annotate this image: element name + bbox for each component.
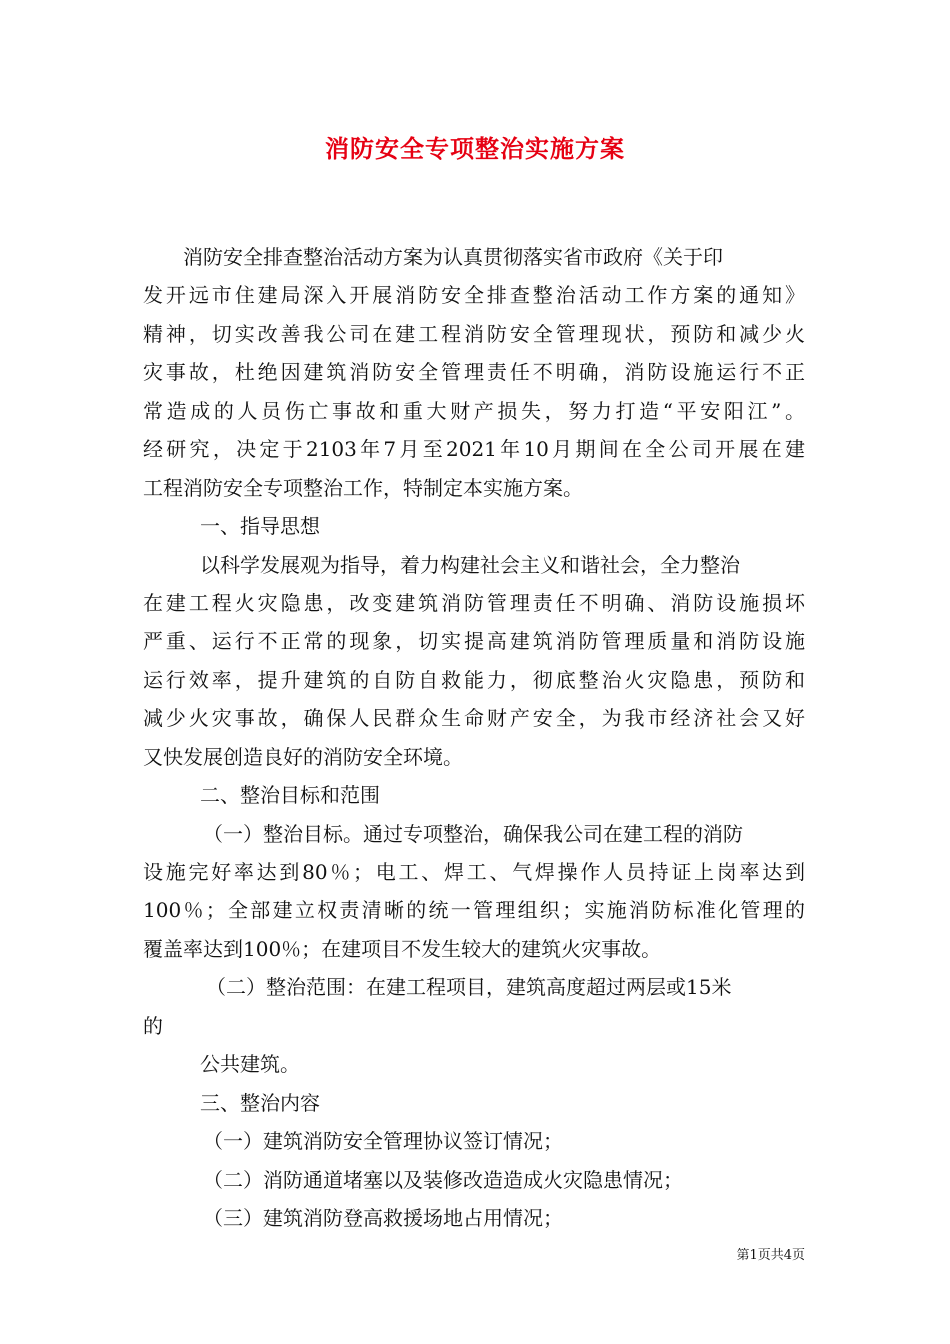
body-line: 一、指导思想 (200, 514, 320, 539)
body-line: 100％；全部建立权责清晰的统一管理组织；实施消防标准化管理的 (143, 898, 805, 923)
body-line: 常造成的人员伤亡事故和重大财产损失，努力打造“平安阳江”。 (143, 398, 805, 423)
body-line: 在建工程火灾隐患，改变建筑消防管理责任不明确、消防设施损坏 (143, 590, 805, 615)
body-line: 灾事故，杜绝因建筑消防安全管理责任不明确，消防设施运行不正 (143, 360, 805, 385)
body-line: 工程消防安全专项整治工作，特制定本实施方案。 (143, 475, 583, 500)
body-line: 又快发展创造良好的消防安全环境。 (143, 744, 463, 769)
body-line: 设施完好率达到80％；电工、焊工、气焊操作人员持证上岗率达到 (143, 860, 805, 884)
body-line: 三、整治内容 (200, 1090, 320, 1115)
body-line: （一）建筑消防安全管理协议签订情况； (203, 1129, 563, 1154)
body-line: 精神，切实改善我公司在建工程消防安全管理现状，预防和减少火 (143, 321, 805, 346)
page-title: 消防安全专项整治实施方案 (325, 134, 625, 163)
body-line: 消防安全排查整治活动方案为认真贯彻落实省市政府《关于印 (183, 245, 723, 269)
body-line: 减少火灾事故，确保人民群众生命财产安全，为我市经济社会又好 (143, 706, 805, 731)
body-line: 二、整治目标和范围 (200, 783, 380, 808)
body-line: （一）整治目标。通过专项整治，确保我公司在建工程的消防 (203, 821, 743, 846)
body-line: 发开远市住建局深入开展消防安全排查整治活动工作方案的通知》 (143, 283, 805, 308)
body-line: 运行效率，提升建筑的自防自救能力，彻底整治火灾隐患，预防和 (143, 667, 805, 692)
body-line: （二）消防通道堵塞以及装修改造造成火灾隐患情况； (203, 1167, 683, 1192)
body-line: 以科学发展观为指导，着力构建社会主义和谐社会，全力整治 (200, 552, 740, 577)
body-line: 经研究，决定于2103年7月至2021年10月期间在全公司开展在建 (143, 437, 805, 462)
body-text (0, 238, 950, 1237)
body-line: 严重、运行不正常的现象，切实提高建筑消防管理质量和消防设施 (143, 629, 805, 654)
page-number: 第1页共4页 (736, 1248, 805, 1263)
body-line: 的 (143, 1013, 163, 1038)
body-line: （二）整治范围：在建工程项目，建筑高度超过两层或15米 (206, 975, 732, 1000)
body-line: （三）建筑消防登高救援场地占用情况； (203, 1205, 563, 1230)
body-line: 公共建筑。 (200, 1052, 300, 1077)
body-line: 覆盖率达到100％；在建项目不发生较大的建筑火灾事故。 (143, 936, 662, 961)
